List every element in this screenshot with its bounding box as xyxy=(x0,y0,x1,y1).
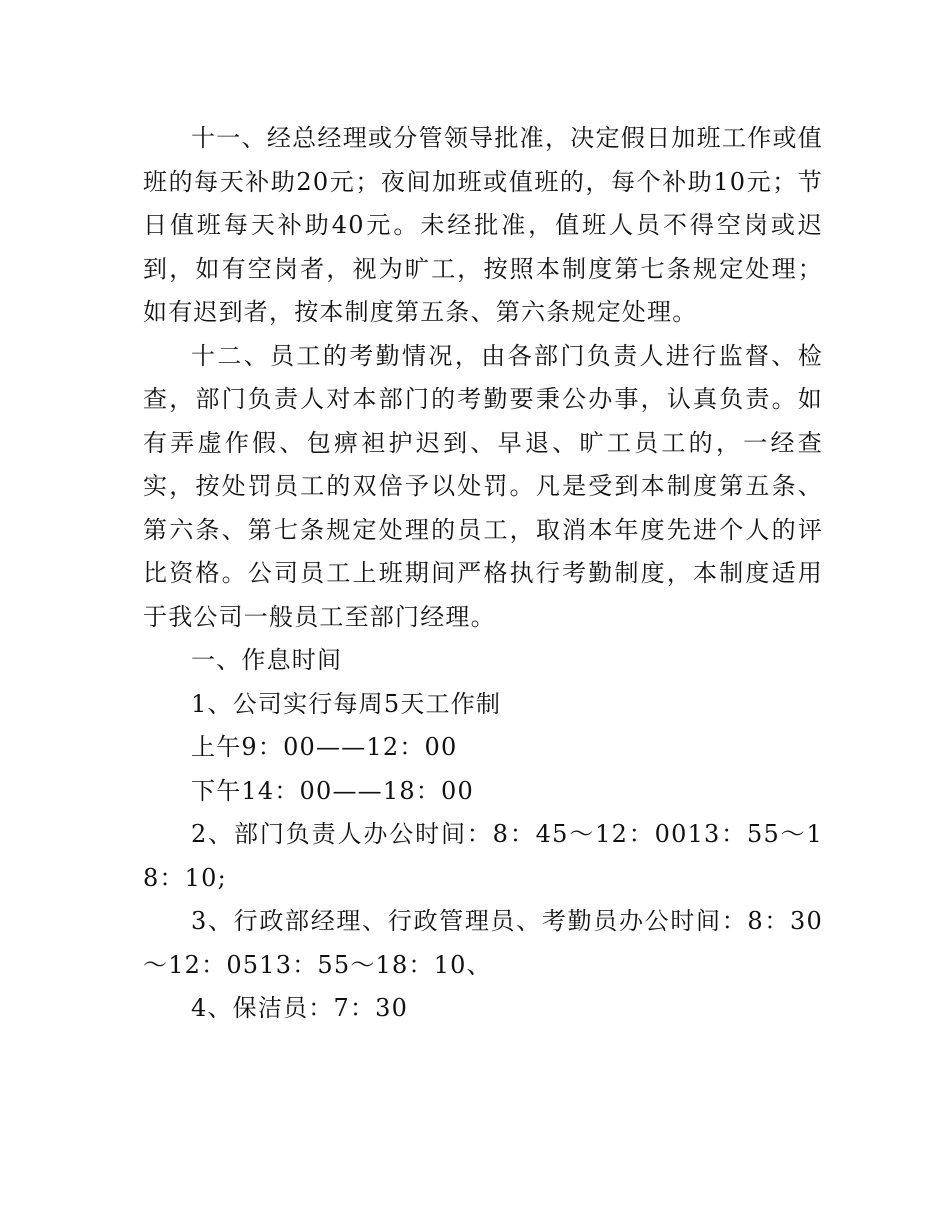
paragraph-article-12: 十二、员工的考勤情况，由各部门负责人进行监督、检查，部门负责人对本部门的考勤要秉公办事，认真负责。如有弄虚作假、包痹袒护迟到、早退、旷工员工的，一经查实，按处罚员工的双倍予以处罚。凡是受到本制度第五条、第六条、第七条规定处理的员工，取消本年度先进个人的评比资格。公司员工上班期间严格执行考勤制度，本制度适用于我公司一般员工至部门经理。 xyxy=(143,341,823,631)
paragraph-morning-hours: 上午9：00——12：00 xyxy=(191,733,458,761)
paragraph-admin-staff-hours: 3、行政部经理、行政管理员、考勤员办公时间：8：30～12：0513：55～18：10、 xyxy=(143,907,823,979)
paragraph-department-head-hours: 2、部门负责人办公时间：8：45～12：0013：55～18：10; xyxy=(143,820,823,892)
document-body xyxy=(143,117,823,1031)
paragraph-cleaner-hours: 4、保洁员：7：30 xyxy=(191,994,409,1022)
section-heading-work-hours: 一、作息时间 xyxy=(191,646,343,674)
paragraph-five-day-week: 1、公司实行每周5天工作制 xyxy=(191,689,502,718)
paragraph-article-11: 十一、经总经理或分管领导批准，决定假日加班工作或值班的每天补助20元；夜间加班或值班的，每个补助10元；节日值班每天补助40元。未经批准，值班人员不得空岗或迟到，如有空岗者，视为旷工，按照本制度第七条规定处理；如有迟到者，按本制度第五条、第六条规定处理。 xyxy=(143,124,823,326)
paragraph-afternoon-hours: 下午14：00——18：00 xyxy=(191,776,474,805)
